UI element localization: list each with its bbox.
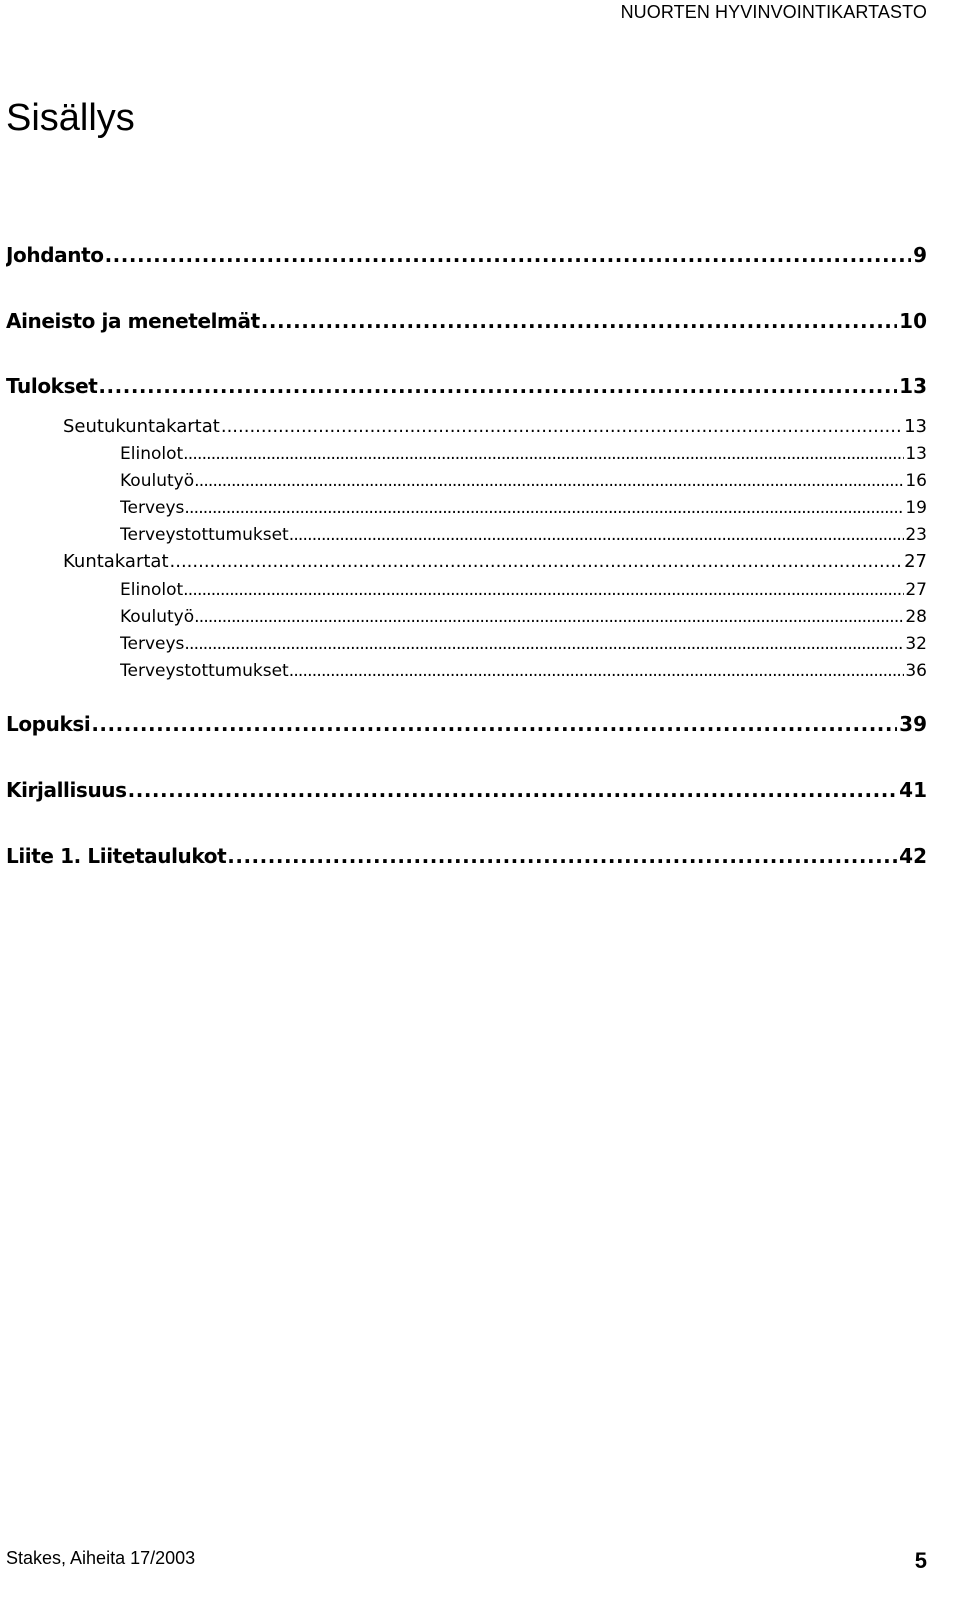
toc-entry-label: Terveys: [120, 498, 185, 518]
toc-entry-label: Liite 1. Liitetaulukot: [6, 844, 227, 868]
toc-dot-leader: [194, 606, 904, 628]
footer-publication: Stakes, Aiheita 17/2003: [6, 1548, 196, 1568]
toc-entry-label: Elinolot: [120, 580, 184, 600]
toc-entry-page: 27: [905, 580, 927, 600]
toc-entry-label: Tulokset: [6, 374, 98, 398]
toc-entry-page: 16: [905, 471, 927, 491]
toc-entry-seutukunta-elinolot[interactable]: [120, 443, 927, 465]
toc-entry-page: 13: [904, 416, 927, 437]
toc-entry-label: Koulutyö: [120, 471, 195, 491]
toc-entry-tulokset[interactable]: [6, 373, 927, 399]
toc-entry-page: 9: [913, 243, 927, 267]
toc-entry-label: Lopuksi: [6, 712, 91, 736]
toc-dot-leader: [170, 550, 903, 574]
toc-entry-kunta-koulutyo[interactable]: [120, 606, 927, 628]
toc-entry-page: 32: [905, 634, 927, 654]
toc-entry-aineisto-ja-menetelmat[interactable]: [6, 308, 927, 334]
toc-entry-seutukuntakartat[interactable]: [63, 415, 927, 439]
toc-dot-leader: [91, 711, 897, 737]
toc-entry-page: 23: [905, 525, 927, 545]
toc-dot-leader: [128, 777, 898, 803]
toc-dot-leader: [289, 660, 905, 682]
toc-entry-page: 13: [899, 374, 927, 398]
toc-entry-page: 36: [905, 661, 927, 681]
toc-entry-seutukunta-terveys[interactable]: [120, 497, 927, 519]
toc-dot-leader: [194, 470, 904, 492]
toc-dot-leader: [183, 443, 904, 465]
toc-entry-seutukunta-koulutyo[interactable]: [120, 470, 927, 492]
toc-entry-kunta-terveys[interactable]: [120, 633, 927, 655]
toc-dot-leader: [105, 242, 912, 268]
toc-entry-page: 19: [905, 498, 927, 518]
toc-dot-leader: [184, 633, 904, 655]
toc-dot-leader: [98, 373, 897, 399]
toc-entry-label: Elinolot: [120, 444, 184, 464]
toc-entry-label: Terveys: [120, 634, 185, 654]
toc-entry-label: Seutukuntakartat: [63, 416, 220, 437]
toc-dot-leader: [183, 579, 904, 601]
toc-entry-kunta-elinolot[interactable]: [120, 579, 927, 601]
toc-entry-label: Terveystottumukset: [120, 525, 289, 545]
toc-entry-page: 13: [905, 444, 927, 464]
toc-entry-kunta-terveystottumukset[interactable]: [120, 660, 927, 682]
toc-entry-label: Johdanto: [6, 243, 104, 267]
page-title: Sisällys: [6, 97, 135, 139]
toc-dot-leader: [227, 843, 897, 869]
toc-entry-label: Terveystottumukset: [120, 661, 289, 681]
toc-entry-kirjallisuus[interactable]: [6, 777, 927, 803]
toc-entry-liite-1-liitetaulukot[interactable]: [6, 843, 927, 869]
toc-entry-lopuksi[interactable]: [6, 711, 927, 737]
toc-entry-seutukunta-terveystottumukset[interactable]: [120, 524, 927, 546]
toc-entry-label: Koulutyö: [120, 607, 195, 627]
toc-entry-page: 42: [899, 844, 927, 868]
toc-dot-leader: [261, 308, 897, 334]
toc-dot-leader: [184, 497, 904, 519]
toc-entry-kuntakartat[interactable]: [63, 550, 927, 574]
footer-page-number: 5: [914, 1548, 927, 1573]
toc-entry-page: 41: [899, 778, 927, 802]
toc-entry-label: Kuntakartat: [63, 551, 169, 572]
toc-entry-page: 27: [904, 551, 927, 572]
toc-entry-page: 10: [899, 309, 927, 333]
toc-entry-label: Kirjallisuus: [6, 778, 127, 802]
toc-entry-page: 28: [905, 607, 927, 627]
toc-dot-leader: [289, 524, 905, 546]
running-header: NUORTEN HYVINVOINTIKARTASTO: [620, 2, 927, 22]
toc-dot-leader: [221, 415, 902, 439]
toc-entry-johdanto[interactable]: [6, 242, 927, 268]
toc-entry-label: Aineisto ja menetelmät: [6, 309, 260, 333]
toc-entry-page: 39: [899, 712, 927, 736]
